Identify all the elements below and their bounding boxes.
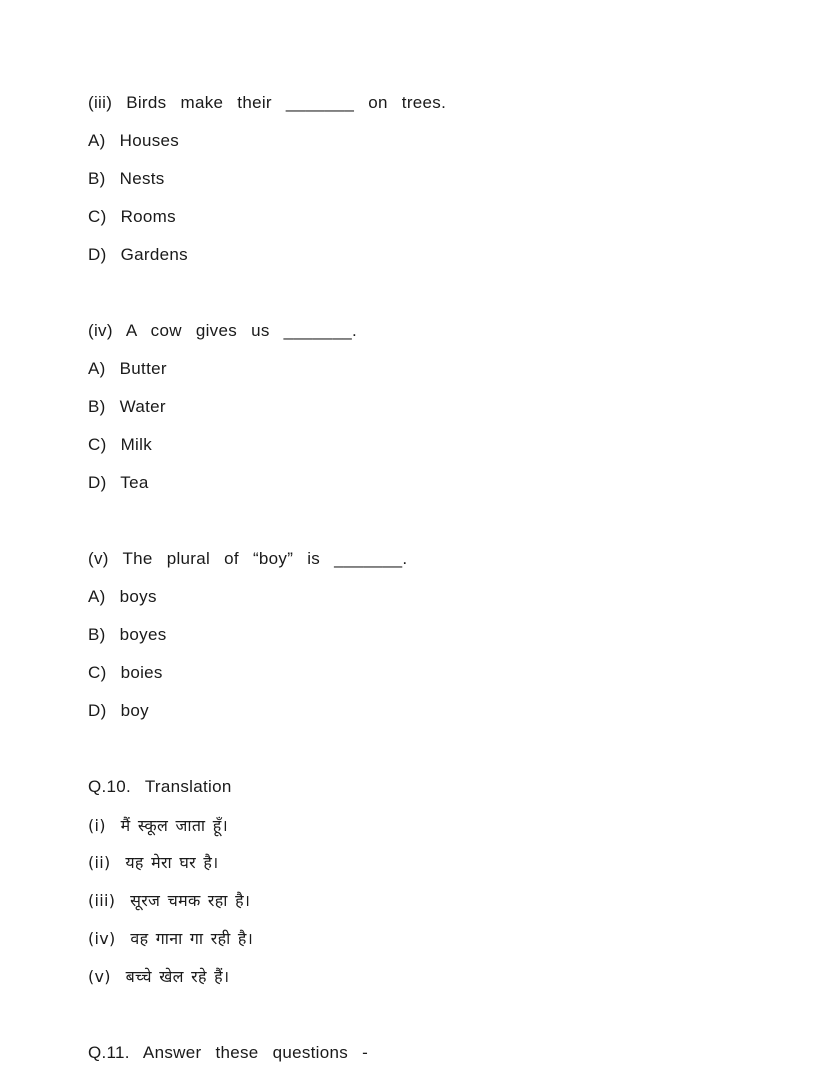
translation-item: (v) बच्चे खेल रहे हैं। — [88, 967, 230, 986]
option-d: D) Gardens — [88, 245, 188, 264]
translation-item: (ii) यह मेरा घर है। — [88, 853, 219, 872]
option-a: A) Houses — [88, 131, 180, 150]
section-heading: Q.10. Translation — [88, 777, 232, 796]
option-c: C) Rooms — [88, 207, 176, 226]
translation-item: (iii) सूरज चमक रहा है। — [88, 891, 251, 910]
option-b: B) Water — [88, 397, 166, 416]
section-heading: Q.11. Answer these questions - — [88, 1043, 369, 1062]
option-b: B) Nests — [88, 169, 165, 188]
option-c: C) boies — [88, 663, 163, 682]
translation-item: (i) मैं स्कूल जाता हूँ। — [88, 816, 228, 835]
option-b: B) boyes — [88, 625, 167, 644]
question-stem: (iii) Birds make their _______ on trees. — [88, 93, 447, 112]
question-stem: (v) The plural of “boy” is _______. — [88, 549, 408, 568]
option-a: A) boys — [88, 587, 157, 606]
option-c: C) Milk — [88, 435, 152, 454]
option-d: D) boy — [88, 701, 149, 720]
question-stem: (iv) A cow gives us _______. — [88, 321, 357, 340]
option-d: D) Tea — [88, 473, 149, 492]
translation-item: (iv) वह गाना गा रही है। — [88, 929, 254, 948]
option-a: A) Butter — [88, 359, 167, 378]
